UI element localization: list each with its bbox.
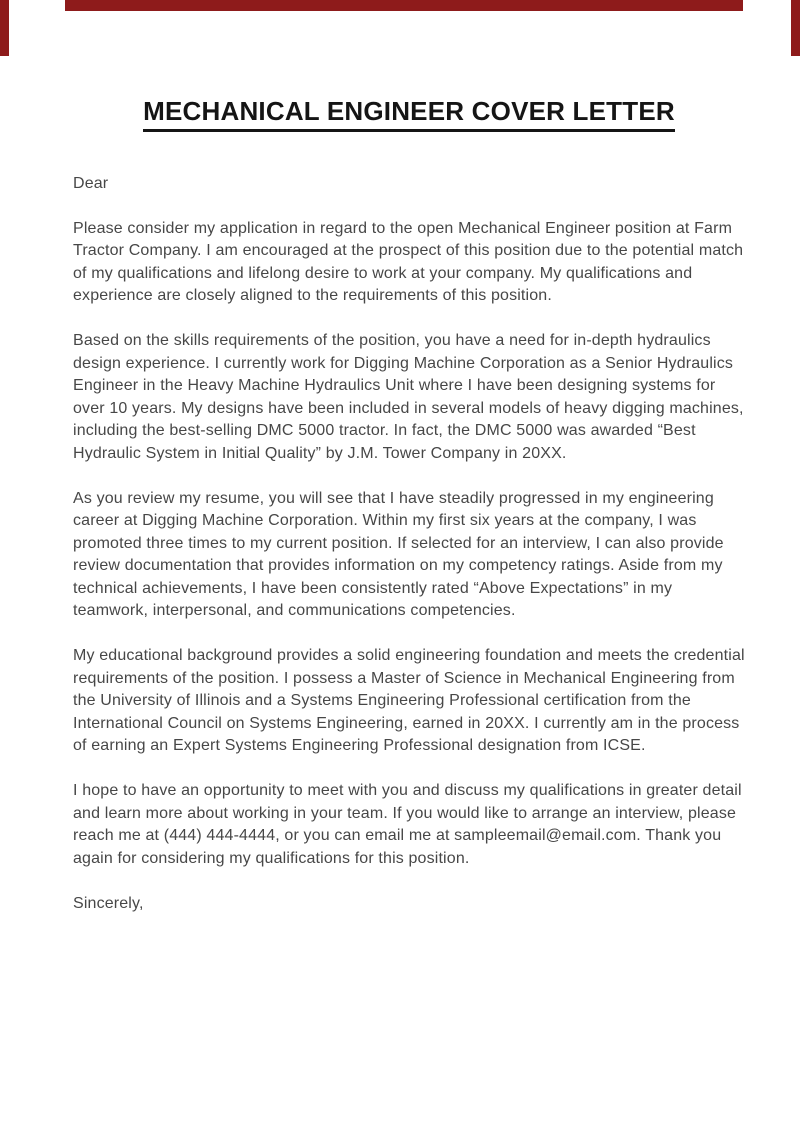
paragraph-education: My educational background provides a solid engineering foundation and meets the credential requirements of the position. I possess a Master of Science in Mechanical Engineering from the University of Illinois and a Systems Engineering Professional certification from the International Council on Systems Engineering, earned in 20XX. I currently am in the process of earning an Expert Systems Engineering Professional designation from ICSE. bbox=[73, 647, 745, 755]
paragraph-introduction: Please consider my application in regard to the open Mechanical Engineer position at Farm Tractor Company. I am encouraged at the prospect of this position due to the potential match of my qualifications and lifelong desire to work at your company. My qualifications and experience are closely aligned to the requirements of this position. bbox=[73, 219, 744, 305]
paragraph-call-to-action: I hope to have an opportunity to meet with you and discuss my qualifications in greater detail and learn more about working in your team. If you would like to arrange an interview, please reach me at (444) 444-4444, or you can email me at sampleemail@email.com. Thank you again for considering my qualifications for this position. bbox=[73, 782, 742, 867]
greeting: Dear bbox=[73, 174, 109, 192]
paragraph-career-progress: As you review my resume, you will see that I have steadily progressed in my engineering career at Digging Machine Corporation. Within my first six years at the company, I was promoted three times to my current position. If selected for an interview, I can also provide review documentation that provides information on my competency ratings. Aside from my technical achievements, I have been consistently rated “Above Expectations” in my teamwork, interpersonal, and communications competencies. bbox=[73, 489, 724, 620]
page-title bbox=[73, 97, 745, 132]
page-title-text: MECHANICAL ENGINEER COVER LETTER bbox=[143, 97, 675, 132]
paragraph-experience: Based on the skills requirements of the position, you have a need for in-depth hydraulics design experience. I currently work for Digging Machine Corporation as a Senior Hydraulics Engineer in the Heavy Machine Hydraulics Unit where I have been designing systems for over 10 years. My designs have been included in several models of heavy digging machines, including the best-selling DMC 5000 tractor. In fact, the DMC 5000 was awarded “Best Hydraulic System in Initial Quality” by J.M. Tower Company in 20XX. bbox=[73, 332, 744, 462]
closing: Sincerely, bbox=[73, 894, 144, 912]
